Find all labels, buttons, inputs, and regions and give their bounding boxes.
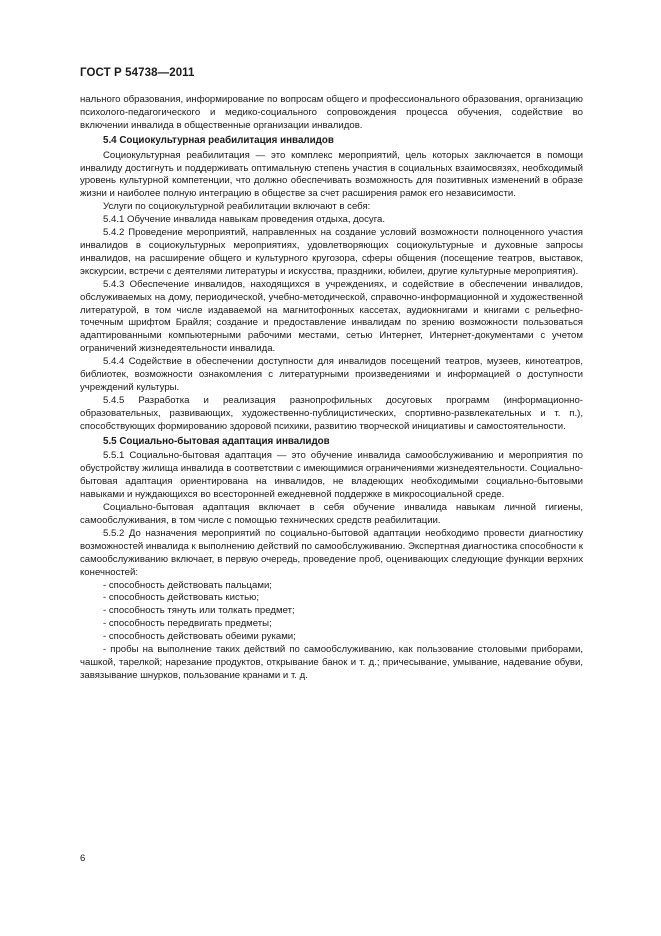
clause-5-4-2: 5.4.2 Проведение мероприятий, направленных на создание условий возможности полноценного участия инвалидов в социокультурных мероприятиях, удовлетворяющих социокультурные и духовные запросы инвалидов, на расширение общего и культурного кругозора, сферы общения (посещение театров, выставок, экскурсии, встречи с деятелями литературы и искусства, праздники, юбилеи, другие культурные мероприятия). (80, 227, 583, 277)
list-item: - способность действовать кистью; (103, 592, 259, 604)
page-number: 6 (80, 853, 86, 864)
clause-5-4-5: 5.4.5 Разработка и реализация разнопрофильных досуговых программ (информационно-образовательных, развивающих, художественно-публицистических, спортивно-развлекательных и т. п.), способствующих формированию здоровой психики, развитию творческой инициативы и самостоятельности. (80, 394, 583, 432)
document-body (80, 94, 583, 683)
paragraph: Социально-бытовая адаптация включает в себя обучение инвалида навыкам личной гигиены, самообслуживания, в том числе с помощью технических средств реабилитации. (80, 502, 583, 526)
clause-5-4-4: 5.4.4 Содействие в обеспечении доступности для инвалидов посещений театров, музеев, кинотеатров, библиотек, возможности ознакомления с литературными произведениями и информацией о доступности учреждений культуры. (80, 356, 583, 393)
paragraph-continued: нального образования, информирование по вопросам общего и профессионального образования, организацию психолого-педагогического и медико-социального сопровождения процесса обучения, содействие во включении инвалида в общественные организации инвалидов. (80, 94, 583, 131)
clause-5-4-3: 5.4.3 Обеспечение инвалидов, находящихся в учреждениях, и содействие в обеспечении инвалидов, обслуживаемых на дому, периодической, учебно-методической, справочно-информационной и художественной литературой, в том числе издаваемой на магнитофонных кассетах, аудиокнигами и книгами с рельефно-точечным шрифтом Брайля; создание и предоставление инвалидам по зрению возможности пользоваться адаптированными компьютерными рабочими местами, сетью Интернет, Интернет-документами с учетом ограничений жизнедеятельности инвалида. (80, 278, 583, 355)
clause-5-5-1: 5.5.1 Социально-бытовая адаптация — это обучение инвалида самообслуживанию и мероприятия по обустройству жилища инвалида в соответствии с имеющимися ограничениями жизнедеятельности. Социально-бытовая адаптация ориентирована на инвалидов, не владеющих необходимыми социально-бытовыми навыками и нуждающихся во всесторонней ежедневной поддержке в микросоциальной среде. (80, 450, 583, 501)
clause-5-5-2: 5.5.2 До назначения мероприятий по социально-бытовой адаптации необходимо провести диагностику возможностей инвалида к выполнению действий по самообслуживанию. Экспертная диагностика способности к самообслуживанию включает, в первую очередь, проведение проб, оценивающих следующие функции верхних конечностей: (80, 527, 583, 578)
list-item: - пробы на выполнение таких действий по самообслуживанию, как пользование столовыми приборами, чашкой, тарелкой; нарезание продуктов, открывание банок и т. д.; причесывание, умывание, надевание обуви, завязывание шнурков, пользование кранами и т. д. (80, 644, 583, 681)
paragraph: Социокультурная реабилитация — это комплекс мероприятий, цель которых заключается в помощи инвалиду достигнуть и поддерживать оптимальную степень участия в социальных взаимосвязях, необходимый уровень культурной компетенции, что должно обеспечивать возможность для позитивных изменений в образе жизни и наиболее полную интеграцию в обществе за счет расширения рамок его независимости. (80, 149, 583, 200)
section-heading-5-5: 5.5 Социально-бытовая адаптация инвалидов (103, 435, 330, 447)
section-heading-5-4: 5.4 Социокультурная реабилитация инвалидов (103, 134, 334, 146)
list-item: - способность передвигать предметы; (103, 618, 272, 630)
clause-5-4-1: 5.4.1 Обучение инвалида навыкам проведения отдыха, досуга. (103, 214, 386, 226)
list-item: - способность действовать пальцами; (103, 579, 272, 591)
standard-title: ГОСТ Р 54738—2011 (80, 67, 195, 79)
list-item: - способность действовать обеими руками; (103, 631, 296, 643)
paragraph: Услуги по социокультурной реабилитации включают в себя: (103, 201, 371, 213)
list-item: - способность тянуть или толкать предмет; (103, 605, 295, 617)
